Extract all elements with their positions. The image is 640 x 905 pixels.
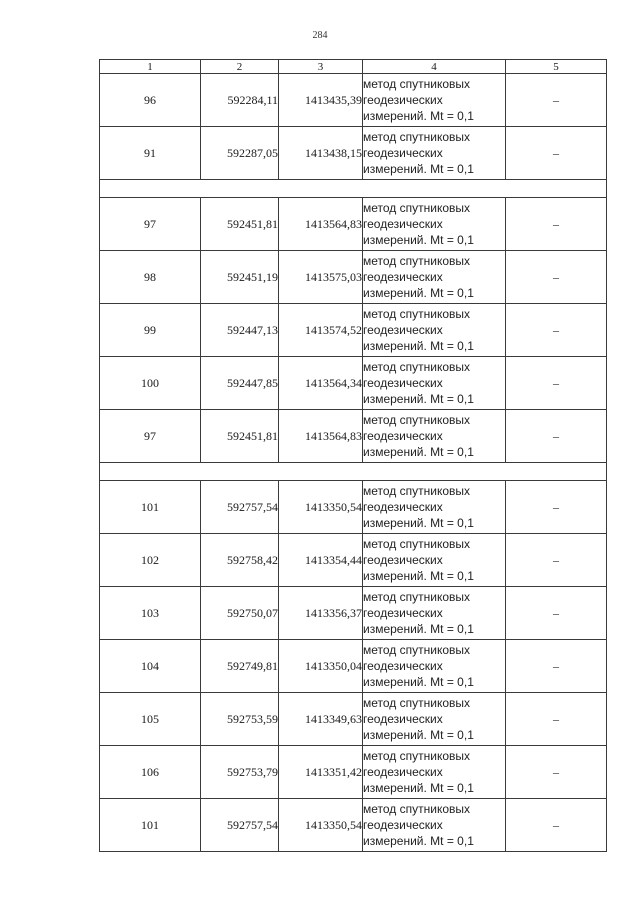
method-line: измерений. Mt = 0,1 <box>363 781 474 795</box>
point-number-cell: 104 <box>100 640 201 693</box>
method-line: измерений. Mt = 0,1 <box>363 233 474 247</box>
note-cell: – <box>506 304 607 357</box>
y-coordinate-cell: 1413564,83 <box>279 410 363 463</box>
method-cell <box>363 746 506 799</box>
method-line: метод спутниковых <box>363 590 471 604</box>
method-line: геодезических <box>363 818 443 832</box>
method-cell <box>363 127 506 180</box>
point-number-cell: 98 <box>100 251 201 304</box>
method-cell <box>363 587 506 640</box>
y-coordinate-cell: 1413435,39 <box>279 74 363 127</box>
x-coordinate-cell: 592758,42 <box>201 534 279 587</box>
method-line: геодезических <box>363 323 443 337</box>
note-cell: – <box>506 127 607 180</box>
method-line: измерений. Mt = 0,1 <box>363 162 474 176</box>
coordinates-table <box>99 59 607 852</box>
method-line: измерений. Mt = 0,1 <box>363 728 474 742</box>
note-cell: – <box>506 693 607 746</box>
table-row <box>100 410 607 463</box>
x-coordinate-cell: 592447,85 <box>201 357 279 410</box>
y-coordinate-cell: 1413575,03 <box>279 251 363 304</box>
method-line: метод спутниковых <box>363 643 471 657</box>
method-line: измерений. Mt = 0,1 <box>363 392 474 406</box>
method-line: измерений. Mt = 0,1 <box>363 834 474 848</box>
column-header: 1 <box>100 60 201 74</box>
column-header: 3 <box>279 60 363 74</box>
method-line: измерений. Mt = 0,1 <box>363 445 474 459</box>
table-row <box>100 587 607 640</box>
method-cell <box>363 74 506 127</box>
method-line: геодезических <box>363 146 443 160</box>
point-number-cell: 102 <box>100 534 201 587</box>
method-line: метод спутниковых <box>363 802 471 816</box>
y-coordinate-cell: 1413356,37 <box>279 587 363 640</box>
page-number: 284 <box>312 30 328 41</box>
x-coordinate-cell: 592451,81 <box>201 198 279 251</box>
method-cell <box>363 640 506 693</box>
y-coordinate-cell: 1413350,54 <box>279 799 363 852</box>
y-coordinate-cell: 1413351,42 <box>279 746 363 799</box>
x-coordinate-cell: 592451,19 <box>201 251 279 304</box>
y-coordinate-cell: 1413350,04 <box>279 640 363 693</box>
separator-cell <box>100 463 607 481</box>
column-header: 2 <box>201 60 279 74</box>
method-cell <box>363 410 506 463</box>
x-coordinate-cell: 592757,54 <box>201 481 279 534</box>
method-line: измерений. Mt = 0,1 <box>363 622 474 636</box>
note-cell: – <box>506 534 607 587</box>
table-row <box>100 481 607 534</box>
point-number-cell: 96 <box>100 74 201 127</box>
method-line: геодезических <box>363 376 443 390</box>
table-row <box>100 251 607 304</box>
y-coordinate-cell: 1413574,52 <box>279 304 363 357</box>
x-coordinate-cell: 592749,81 <box>201 640 279 693</box>
y-coordinate-cell: 1413438,15 <box>279 127 363 180</box>
method-line: измерений. Mt = 0,1 <box>363 516 474 530</box>
note-cell: – <box>506 410 607 463</box>
column-header: 4 <box>363 60 506 74</box>
method-line: метод спутниковых <box>363 749 471 763</box>
x-coordinate-cell: 592750,07 <box>201 587 279 640</box>
note-cell: – <box>506 746 607 799</box>
x-coordinate-cell: 592757,54 <box>201 799 279 852</box>
x-coordinate-cell: 592451,81 <box>201 410 279 463</box>
y-coordinate-cell: 1413349,63 <box>279 693 363 746</box>
point-number-cell: 99 <box>100 304 201 357</box>
method-line: метод спутниковых <box>363 130 471 144</box>
y-coordinate-cell: 1413564,34 <box>279 357 363 410</box>
note-cell: – <box>506 74 607 127</box>
table-row <box>100 746 607 799</box>
point-number-cell: 100 <box>100 357 201 410</box>
method-line: геодезических <box>363 765 443 779</box>
point-number-cell: 106 <box>100 746 201 799</box>
method-cell <box>363 534 506 587</box>
table-row <box>100 74 607 127</box>
method-line: геодезических <box>363 270 443 284</box>
note-cell: – <box>506 587 607 640</box>
method-line: измерений. Mt = 0,1 <box>363 286 474 300</box>
separator-cell <box>100 180 607 198</box>
method-line: метод спутниковых <box>363 696 471 710</box>
x-coordinate-cell: 592284,11 <box>201 74 279 127</box>
y-coordinate-cell: 1413354,44 <box>279 534 363 587</box>
method-cell <box>363 304 506 357</box>
table-row <box>100 357 607 410</box>
method-line: геодезических <box>363 429 443 443</box>
method-line: геодезических <box>363 500 443 514</box>
point-number-cell: 103 <box>100 587 201 640</box>
method-cell <box>363 481 506 534</box>
x-coordinate-cell: 592753,79 <box>201 746 279 799</box>
method-line: геодезических <box>363 217 443 231</box>
table-header-row <box>100 60 607 74</box>
method-cell <box>363 799 506 852</box>
table-separator-row <box>100 463 607 481</box>
method-line: измерений. Mt = 0,1 <box>363 569 474 583</box>
point-number-cell: 97 <box>100 198 201 251</box>
note-cell: – <box>506 251 607 304</box>
method-line: метод спутниковых <box>363 254 471 268</box>
x-coordinate-cell: 592447,13 <box>201 304 279 357</box>
table-row <box>100 640 607 693</box>
method-line: геодезических <box>363 712 443 726</box>
method-line: измерений. Mt = 0,1 <box>363 339 474 353</box>
point-number-cell: 105 <box>100 693 201 746</box>
note-cell: – <box>506 481 607 534</box>
method-cell <box>363 198 506 251</box>
note-cell: – <box>506 640 607 693</box>
method-cell <box>363 357 506 410</box>
method-line: геодезических <box>363 93 443 107</box>
note-cell: – <box>506 198 607 251</box>
method-line: метод спутниковых <box>363 484 471 498</box>
table-row <box>100 534 607 587</box>
method-line: метод спутниковых <box>363 201 471 215</box>
point-number-cell: 91 <box>100 127 201 180</box>
table-separator-row <box>100 180 607 198</box>
point-number-cell: 97 <box>100 410 201 463</box>
note-cell: – <box>506 357 607 410</box>
method-line: метод спутниковых <box>363 360 471 374</box>
method-line: метод спутниковых <box>363 77 471 91</box>
table-row <box>100 127 607 180</box>
method-cell <box>363 251 506 304</box>
table-row <box>100 693 607 746</box>
note-cell: – <box>506 799 607 852</box>
table-row <box>100 198 607 251</box>
x-coordinate-cell: 592753,59 <box>201 693 279 746</box>
method-cell <box>363 693 506 746</box>
method-line: измерений. Mt = 0,1 <box>363 109 474 123</box>
y-coordinate-cell: 1413564,83 <box>279 198 363 251</box>
method-line: метод спутниковых <box>363 537 471 551</box>
method-line: метод спутниковых <box>363 413 471 427</box>
table-row <box>100 304 607 357</box>
y-coordinate-cell: 1413350,54 <box>279 481 363 534</box>
point-number-cell: 101 <box>100 799 201 852</box>
method-line: геодезических <box>363 553 443 567</box>
point-number-cell: 101 <box>100 481 201 534</box>
method-line: метод спутниковых <box>363 307 471 321</box>
column-header: 5 <box>506 60 607 74</box>
table-row <box>100 799 607 852</box>
x-coordinate-cell: 592287,05 <box>201 127 279 180</box>
method-line: измерений. Mt = 0,1 <box>363 675 474 689</box>
method-line: геодезических <box>363 606 443 620</box>
method-line: геодезических <box>363 659 443 673</box>
